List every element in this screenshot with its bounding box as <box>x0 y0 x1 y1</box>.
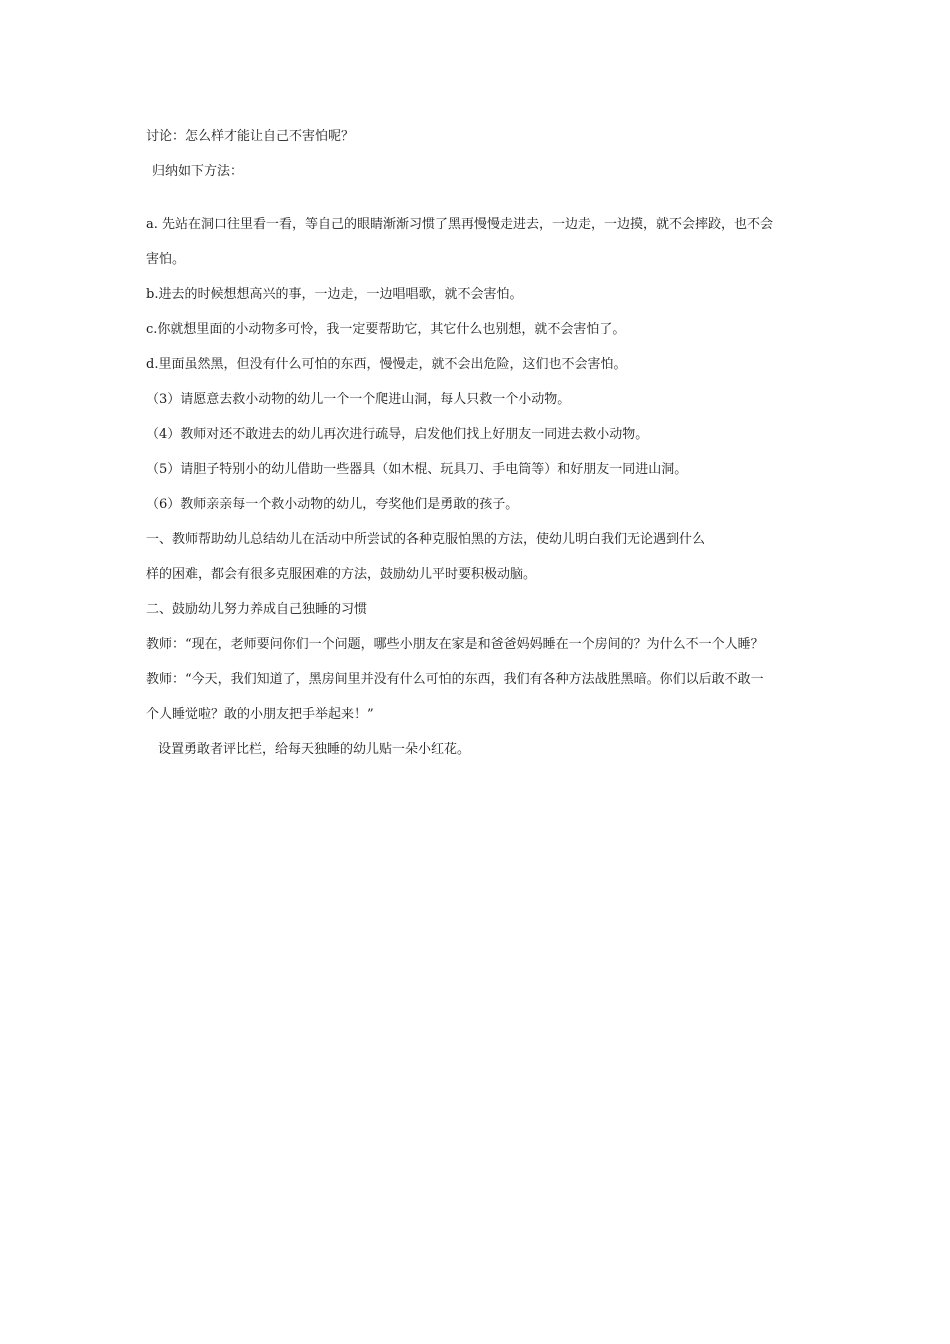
step-6: （6）教师亲亲每一个救小动物的幼儿，夸奖他们是勇敢的孩子。 <box>146 497 519 512</box>
teacher-statement-line2: 个人睡觉啦？敢的小朋友把手举起来！” <box>146 707 374 722</box>
teacher-question: 教师：“现在，老师要问你们一个问题，哪些小朋友在家是和爸爸妈妈睡在一个房间的？为什么不一个人睡？ <box>146 637 764 652</box>
step-4: （4）教师对还不敢进去的幼儿再次进行疏导，启发他们找上好朋友一同进去救小动物。 <box>146 427 649 442</box>
section-one-line1: 一、教师帮助幼儿总结幼儿在活动中所尝试的各种克服怕黑的方法，使幼儿明白我们无论遇到什么 <box>146 532 706 547</box>
method-a-line2: 害怕。 <box>146 252 186 267</box>
closing-activity: 设置勇敢者评比栏，给每天独睡的幼儿贴一朵小红花。 <box>158 742 471 757</box>
step-3: （3）请愿意去救小动物的幼儿一个一个爬进山洞，每人只救一个小动物。 <box>146 392 571 407</box>
section-two-heading: 二、鼓励幼儿努力养成自己独睡的习惯 <box>146 602 368 617</box>
section-one-line2: 样的困难，都会有很多克服困难的方法，鼓励幼儿平时要积极动脑。 <box>146 567 537 582</box>
method-a-line1: a. 先站在洞口往里看一看，等自己的眼睛渐渐习惯了黑再慢慢走进去，一边走，一边摸，就不会摔跤，也不会 <box>146 217 774 232</box>
teacher-statement-line1: 教师：“今天，我们知道了，黑房间里并没有什么可怕的东西，我们有各种方法战胜黑暗。你们以后敢不敢一 <box>146 672 764 687</box>
method-b: b.进去的时候想想高兴的事，一边走，一边唱唱歌，就不会害怕。 <box>146 287 523 302</box>
summary-heading: 归纳如下方法： <box>152 164 244 179</box>
method-d: d.里面虽然黑，但没有什么可怕的东西，慢慢走，就不会出危险，这们也不会害怕。 <box>146 357 627 372</box>
step-5: （5）请胆子特别小的幼儿借助一些器具（如木棍、玩具刀、手电筒等）和好朋友一同进山洞。 <box>146 462 688 477</box>
method-c: c.你就想里面的小动物多可怜，我一定要帮助它，其它什么也别想，就不会害怕了。 <box>146 322 626 337</box>
discussion-question: 讨论：怎么样才能让自己不害怕呢？ <box>146 129 355 144</box>
